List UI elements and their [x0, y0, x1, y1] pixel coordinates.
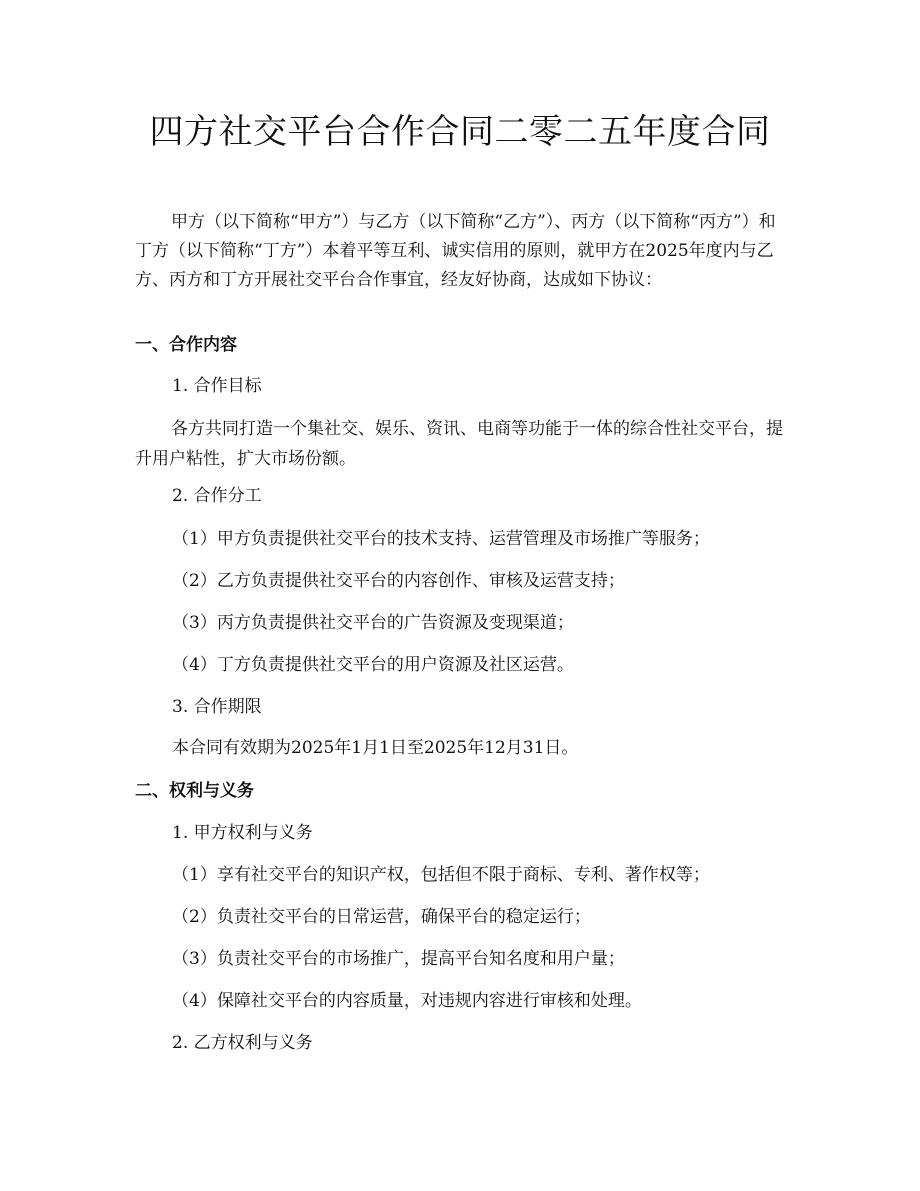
- intro-paragraph: 甲方（以下简称“甲方”）与乙方（以下简称“乙方”）、丙方（以下简称“丙方”）和丁方（以下简称“丁方”）本着平等互利、诚实信用的原则，就甲方在2025年度内与乙方、丙方和丁方开展社交平台合作事宜，经友好协商，达成如下协议：: [135, 212, 776, 290]
- party-a-item: （1）享有社交平台的知识产权，包括但不限于商标、专利、著作权等；: [172, 865, 710, 885]
- division-item: （3）丙方负责提供社交平台的广告资源及变现渠道；: [172, 613, 574, 633]
- division-item: （4）丁方负责提供社交平台的用户资源及社区运营。: [172, 655, 574, 675]
- division-item: （1）甲方负责提供社交平台的技术支持、运营管理及市场推广等服务；: [172, 529, 710, 549]
- division-item: （2）乙方负责提供社交平台的内容创作、审核及运营支持；: [172, 571, 625, 591]
- subsection-term-title: 3. 合作期限: [172, 697, 262, 717]
- section-heading-rights: 二、权利与义务: [135, 781, 254, 801]
- term-paragraph: 本合同有效期为2025年1月1日至2025年12月31日。: [172, 738, 579, 758]
- subsection-division-title: 2. 合作分工: [172, 486, 262, 506]
- subsection-goal-title: 1. 合作目标: [172, 376, 262, 396]
- party-a-item: （3）负责社交平台的市场推广，提高平台知名度和用户量；: [172, 949, 625, 969]
- subsection-party-a-title: 1. 甲方权利与义务: [172, 823, 313, 843]
- goal-paragraph: 各方共同打造一个集社交、娱乐、资讯、电商等功能于一体的综合性社交平台，提升用户粘性，扩大市场份额。: [135, 419, 783, 469]
- section-heading-cooperation: 一、合作内容: [135, 335, 237, 355]
- subsection-party-b-title: 2. 乙方权利与义务: [172, 1033, 313, 1053]
- party-a-item: （2）负责社交平台的日常运营，确保平台的稳定运行；: [172, 907, 591, 927]
- party-a-item: （4）保障社交平台的内容质量，对违规内容进行审核和处理。: [172, 991, 642, 1011]
- document-title: 四方社交平台合作合同二零二五年度合同: [149, 112, 771, 152]
